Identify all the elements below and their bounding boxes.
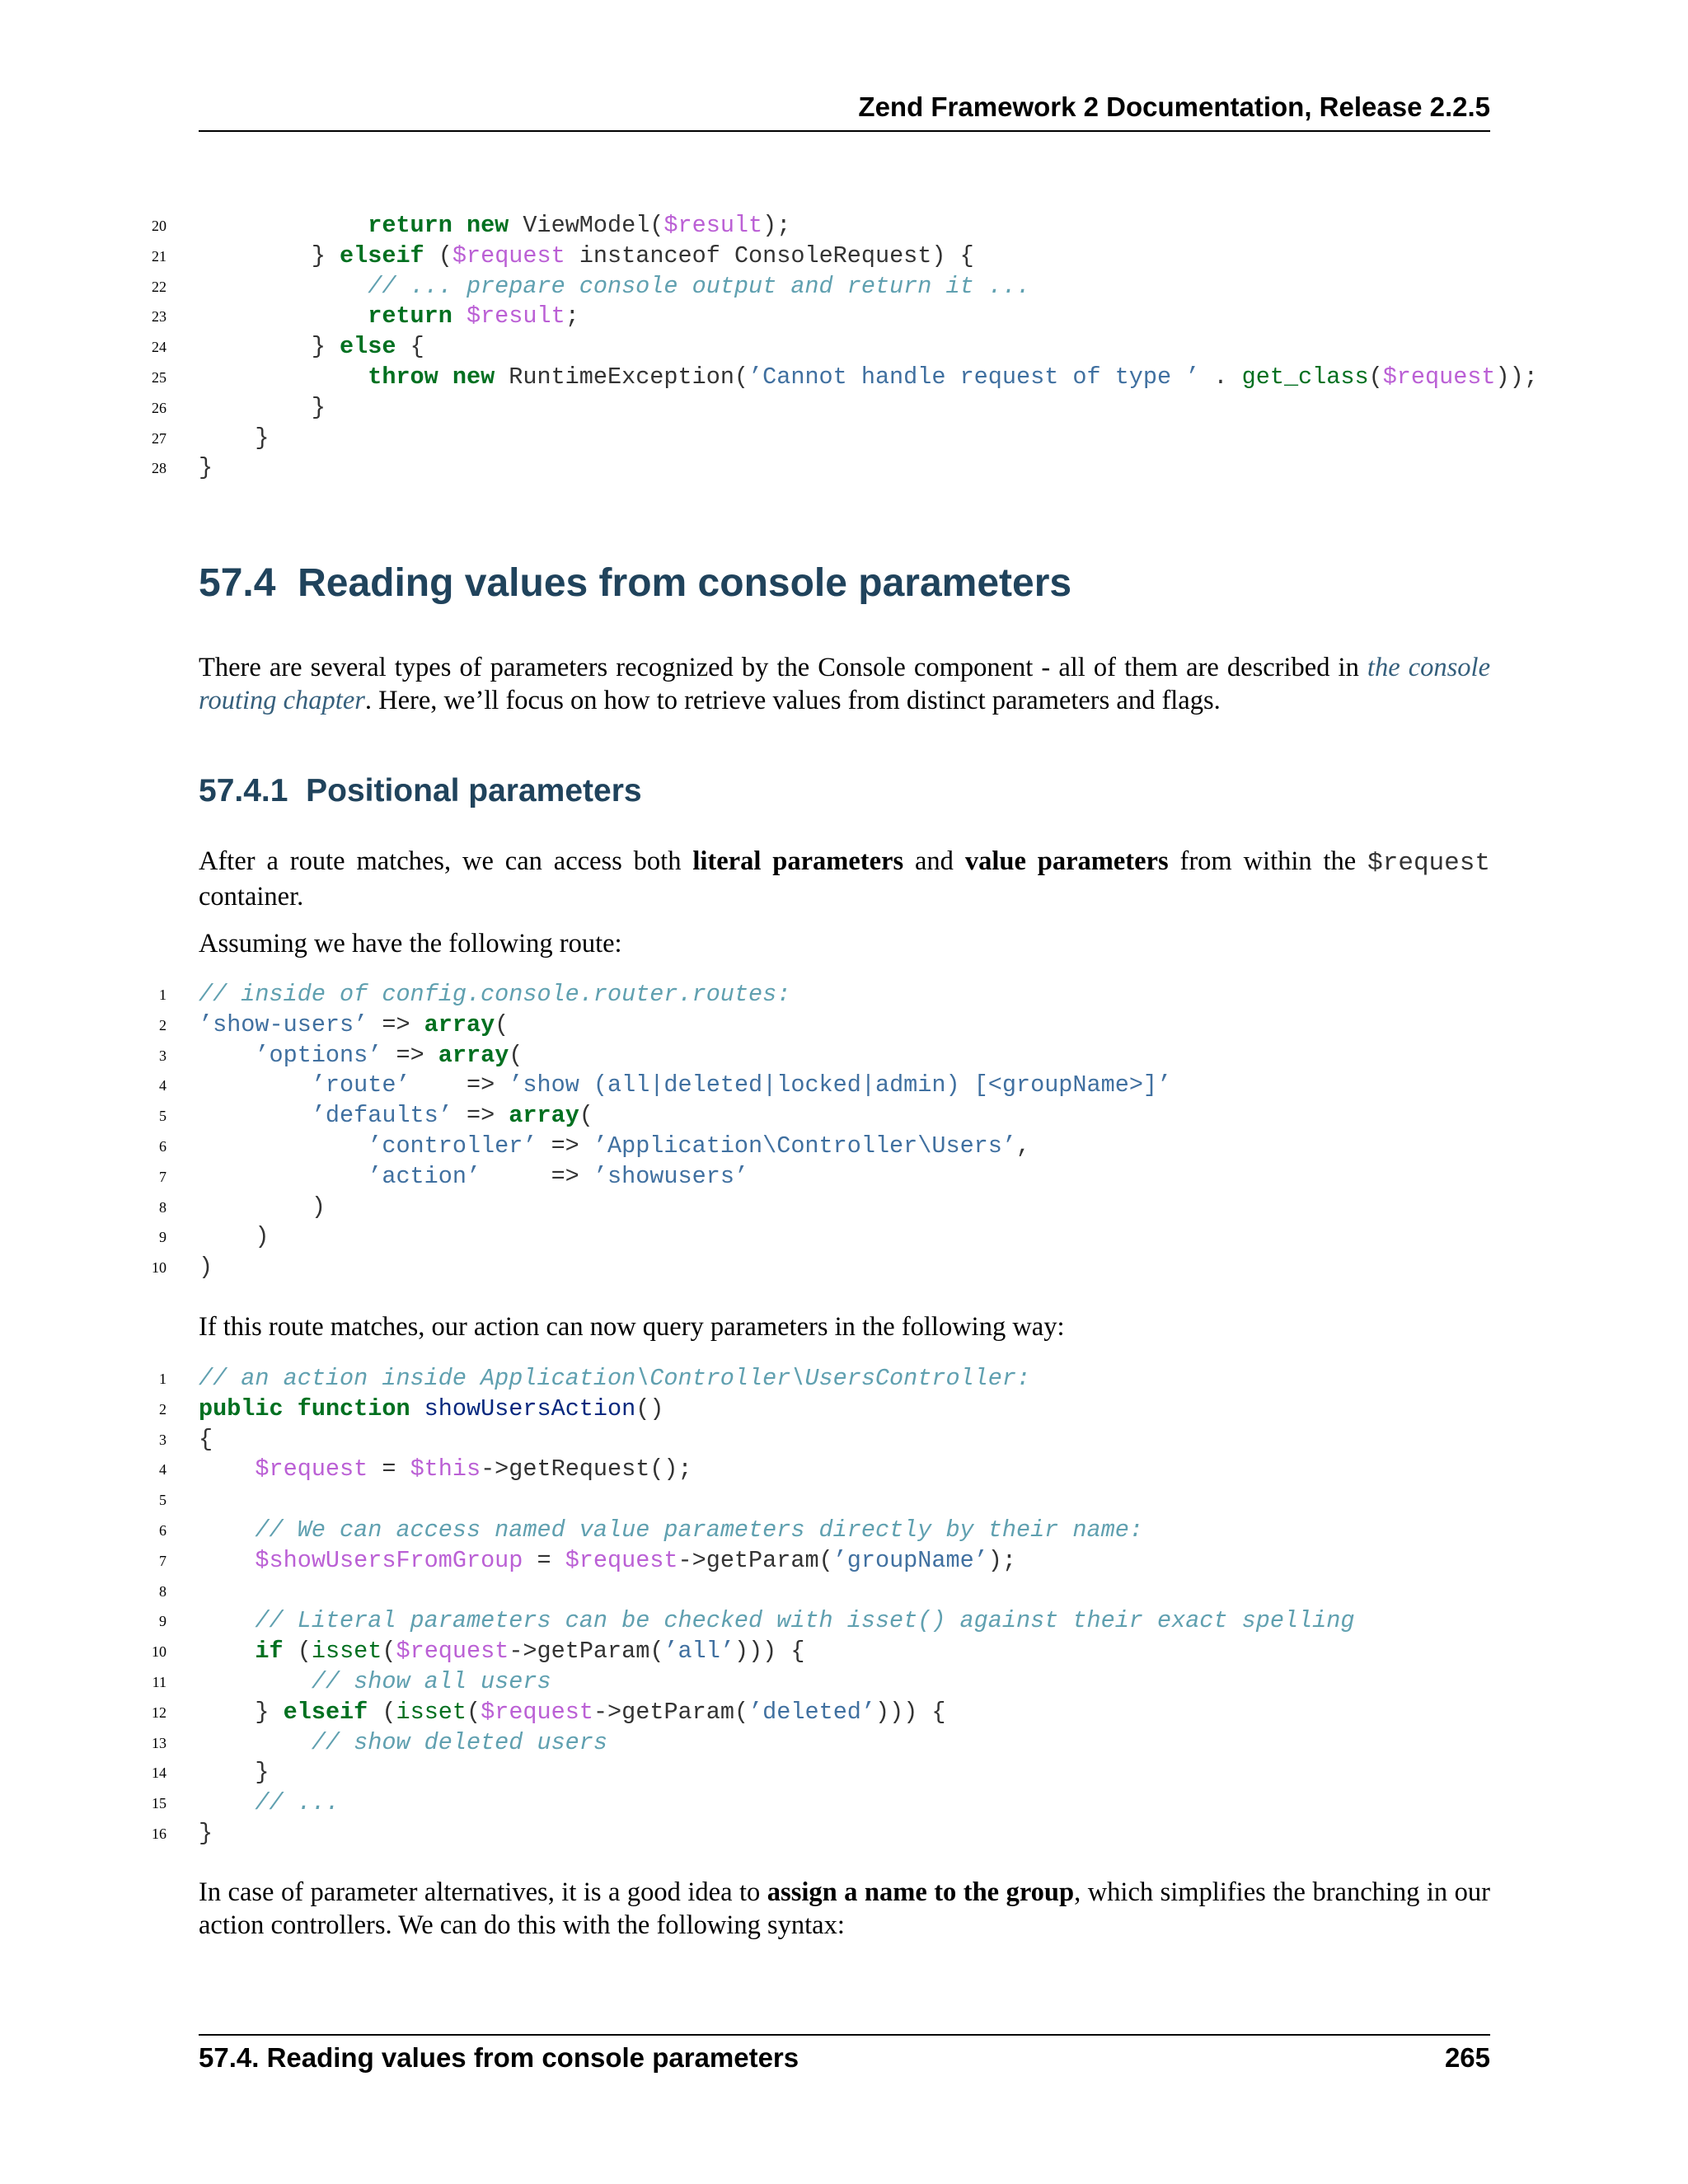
- code-token: // inside of config.console.router.routes:: [199, 981, 791, 1008]
- code-token: [284, 1395, 298, 1422]
- line-number: 24: [152, 339, 166, 356]
- code-token: ): [199, 1254, 213, 1282]
- paragraph-route-matches: If this route matches, our action can now query parameters in the following way:: [199, 1312, 1065, 1342]
- code-text: [199, 272, 1030, 302]
- code-token: ’Application\Controller\Users’: [593, 1132, 1016, 1160]
- paragraph-assuming-route: Assuming we have the following route:: [199, 929, 622, 958]
- code-token: }: [255, 1698, 284, 1726]
- code-token: ’Cannot handle request of type ’: [748, 363, 1200, 391]
- code-line: [0, 1819, 1688, 1849]
- code-line: [0, 1577, 1688, 1607]
- code-text: [199, 1606, 1354, 1637]
- code-text: [199, 1516, 1143, 1546]
- console-routing-link[interactable]: the console routing chapter: [199, 653, 1490, 715]
- code-block-1: [0, 211, 1688, 484]
- section-intro: [199, 651, 1490, 717]
- code-token: ’route’: [311, 1071, 410, 1099]
- inline-code: $request: [1367, 849, 1490, 878]
- code-line: [0, 1516, 1688, 1546]
- code-text: [199, 1546, 1016, 1577]
- code-line: [0, 272, 1688, 302]
- code-token: ’controller’: [368, 1132, 537, 1160]
- code-token: ))) {: [875, 1698, 946, 1726]
- code-token: ,: [1015, 1132, 1031, 1160]
- running-header: Zend Framework 2 Documentation, Release 2.2.5: [858, 91, 1490, 122]
- code-token: elseif: [340, 241, 424, 269]
- line-number: 22: [152, 278, 166, 295]
- code-line: [0, 241, 1688, 272]
- code-token: // an action inside Application\Controller\UsersController:: [199, 1365, 1031, 1392]
- code-line: [0, 1728, 1688, 1759]
- code-token: }: [311, 333, 340, 361]
- line-number: 3: [159, 1431, 166, 1448]
- code-text: [199, 1253, 213, 1283]
- code-line: [0, 1101, 1688, 1132]
- code-indent: [199, 1759, 255, 1786]
- code-indent: [199, 1102, 312, 1129]
- code-indent: [199, 424, 255, 452]
- code-line: [0, 363, 1688, 393]
- code-indent: [199, 273, 368, 300]
- code-line: [0, 1222, 1688, 1253]
- code-text: [199, 1071, 1171, 1101]
- header-rule: [199, 130, 1490, 132]
- code-text: [199, 302, 579, 332]
- code-line: [0, 211, 1688, 241]
- code-line: [0, 1193, 1688, 1223]
- code-line: [0, 1364, 1688, 1394]
- code-indent: [199, 1163, 368, 1190]
- code-token: =>: [382, 1041, 438, 1069]
- text: , which simplifies the branching in our action controllers. We can do this with the following syntax:: [199, 1877, 1490, 1940]
- code-block-3: [0, 1364, 1688, 1849]
- line-number: 3: [159, 1047, 166, 1064]
- code-indent: [199, 1223, 255, 1250]
- code-line: [0, 1162, 1688, 1193]
- code-indent: [199, 1729, 312, 1756]
- code-token: elseif: [283, 1698, 368, 1726]
- code-token: function: [297, 1394, 410, 1422]
- code-token: =>: [410, 1071, 509, 1099]
- code-token: =: [368, 1455, 410, 1483]
- footer-section: 57.4. Reading values from console parameters: [199, 2042, 799, 2073]
- code-indent: [199, 1638, 255, 1665]
- line-number: 25: [152, 368, 166, 386]
- code-line: [0, 1606, 1688, 1637]
- line-number: 4: [159, 1461, 166, 1479]
- code-token: }: [199, 1819, 213, 1847]
- code-token: $request: [1382, 363, 1496, 391]
- code-text: [199, 1222, 270, 1253]
- code-token: $request: [565, 1546, 678, 1574]
- code-token: }: [311, 241, 340, 269]
- code-indent: [199, 302, 368, 330]
- code-text: [199, 211, 790, 241]
- code-line: [0, 1637, 1688, 1667]
- code-indent: [199, 333, 312, 360]
- code-token: (: [1368, 363, 1383, 391]
- subsection-heading: [199, 767, 642, 815]
- code-token: ->getParam(: [509, 1638, 664, 1666]
- code-token: $request: [396, 1638, 509, 1666]
- code-token: =>: [537, 1132, 593, 1160]
- code-text: [199, 1698, 946, 1728]
- code-token: [452, 302, 467, 330]
- code-token: ): [311, 1193, 326, 1221]
- paragraph-route-match: [199, 845, 1490, 913]
- code-text: [199, 1637, 804, 1667]
- line-number: 16: [152, 1825, 166, 1842]
- line-number: 9: [159, 1229, 166, 1246]
- code-indent: [199, 394, 312, 421]
- line-number: 26: [152, 399, 166, 416]
- code-token: (: [368, 1698, 396, 1726]
- code-indent: [199, 1455, 255, 1483]
- code-token: (: [495, 1010, 509, 1038]
- code-token: {: [396, 333, 424, 361]
- code-indent: [199, 212, 368, 239]
- code-indent: [199, 1668, 312, 1695]
- code-token: ))) {: [734, 1638, 805, 1666]
- code-token: ->getParam(: [593, 1698, 749, 1726]
- code-token: showUsersAction: [424, 1394, 636, 1422]
- code-token: =: [523, 1546, 565, 1574]
- code-text: [199, 1455, 692, 1485]
- code-token: ));: [1495, 363, 1538, 391]
- code-line: [0, 1071, 1688, 1101]
- code-text: [199, 1162, 748, 1193]
- code-line: [0, 1041, 1688, 1071]
- code-token: public: [199, 1394, 284, 1422]
- code-token: $request: [255, 1455, 368, 1483]
- line-number: 7: [159, 1168, 166, 1185]
- line-number: 14: [152, 1765, 166, 1782]
- code-line: [0, 1788, 1688, 1819]
- code-line: [0, 453, 1688, 484]
- code-indent: [199, 1042, 255, 1069]
- code-text: [199, 1425, 213, 1455]
- line-number: 11: [152, 1673, 166, 1690]
- code-token: ’groupName’: [832, 1546, 988, 1574]
- code-line: [0, 980, 1688, 1010]
- code-line: [0, 1425, 1688, 1455]
- code-text: [199, 1728, 607, 1759]
- code-text: [199, 980, 790, 1010]
- code-token: $result: [466, 302, 565, 330]
- code-line: [0, 1546, 1688, 1577]
- bold-text: value parameters: [964, 846, 1169, 876]
- code-token: (: [509, 1041, 523, 1069]
- code-text: [199, 241, 974, 272]
- code-token: ): [255, 1223, 270, 1251]
- text: In case of parameter alternatives, it is a good idea to: [199, 1877, 767, 1907]
- code-text: [199, 1101, 593, 1132]
- line-number: 13: [152, 1734, 166, 1751]
- section-title: Reading values from console parameters: [298, 561, 1072, 605]
- code-token: throw: [368, 363, 438, 391]
- code-token: $showUsersFromGroup: [255, 1546, 523, 1574]
- text: container.: [199, 882, 304, 912]
- code-token: );: [762, 212, 791, 239]
- code-line: [0, 1758, 1688, 1788]
- line-number: 1: [159, 1371, 166, 1387]
- subsection-number: 57.4.1: [199, 773, 288, 808]
- code-token: $request: [452, 241, 565, 269]
- line-number: 5: [159, 1492, 166, 1509]
- line-number: 2: [159, 1016, 166, 1033]
- code-indent: [199, 1699, 255, 1726]
- text: and: [903, 846, 965, 876]
- code-token: [410, 1395, 424, 1422]
- subsection-title: Positional parameters: [306, 773, 642, 808]
- intro-text: There are several types of parameters recognized by the Console component - all of them are described in: [199, 653, 1367, 682]
- code-token: ’deleted’: [748, 1698, 876, 1726]
- code-token: =>: [452, 1102, 509, 1130]
- code-token: }: [255, 424, 270, 452]
- code-line: [0, 332, 1688, 363]
- code-line: [0, 424, 1688, 454]
- code-token: .: [1199, 363, 1242, 391]
- code-token: instanceof ConsoleRequest) {: [565, 241, 974, 269]
- code-token: (: [283, 1638, 312, 1666]
- code-token: $this: [410, 1455, 481, 1483]
- line-number: 6: [159, 1137, 166, 1155]
- code-indent: [199, 1547, 255, 1574]
- code-token: ’action’: [368, 1162, 481, 1190]
- code-line: [0, 1132, 1688, 1162]
- text: from within the: [1168, 846, 1368, 876]
- code-text: [199, 1667, 551, 1698]
- code-indent: [199, 242, 312, 269]
- code-text: [199, 332, 424, 363]
- intro-text-end: . Here, we’ll focus on how to retrieve values from distinct parameters and flags.: [364, 686, 1221, 715]
- code-line: [0, 1698, 1688, 1728]
- footer-rule: [199, 2034, 1490, 2036]
- code-text: [199, 393, 326, 424]
- line-number: 1: [159, 987, 166, 1003]
- code-token: $request: [481, 1698, 593, 1726]
- code-text: [199, 1819, 213, 1849]
- code-indent: [199, 1193, 312, 1221]
- code-token: RuntimeException(: [495, 363, 749, 391]
- code-token: {: [199, 1425, 213, 1453]
- code-text: [199, 1364, 1030, 1394]
- line-number: 2: [159, 1400, 166, 1418]
- code-line: [0, 1253, 1688, 1283]
- code-token: =>: [481, 1162, 593, 1190]
- code-indent: [199, 363, 368, 391]
- code-token: (: [579, 1102, 593, 1130]
- code-token: [438, 363, 452, 391]
- code-token: // ...: [255, 1789, 340, 1817]
- code-indent: [199, 1607, 255, 1634]
- code-token: }: [199, 454, 213, 482]
- code-token: ;: [565, 302, 579, 330]
- code-token: array: [509, 1102, 579, 1130]
- code-text: [199, 363, 1538, 393]
- code-token: return: [368, 302, 452, 330]
- paragraph-parameter-alternatives: [199, 1876, 1490, 1942]
- code-token: else: [340, 333, 396, 361]
- code-token: }: [311, 393, 326, 421]
- code-text: [199, 1788, 340, 1819]
- code-text: [199, 1394, 663, 1425]
- code-token: return: [368, 212, 452, 239]
- code-block-2: [0, 980, 1688, 1283]
- line-number: 10: [152, 1643, 166, 1661]
- line-number: 10: [152, 1259, 166, 1277]
- code-token: $result: [663, 212, 763, 239]
- code-token: array: [424, 1010, 495, 1038]
- code-line: [0, 302, 1688, 332]
- code-token: ’show (all|deleted|locked|admin) [<groupName>]’: [509, 1071, 1172, 1099]
- code-token: ’defaults’: [311, 1102, 452, 1130]
- code-text: [199, 424, 270, 454]
- code-line: [0, 1455, 1688, 1485]
- code-token: // Literal parameters can be checked with isset() against their exact spelling: [255, 1607, 1355, 1635]
- code-line: [0, 1010, 1688, 1041]
- code-token: ->getParam(: [678, 1546, 833, 1574]
- code-token: // ... prepare console output and return it ...: [368, 272, 1031, 300]
- code-token: [452, 212, 467, 239]
- line-number: 6: [159, 1521, 166, 1539]
- line-number: 21: [152, 247, 166, 265]
- code-token: isset: [311, 1638, 382, 1666]
- code-token: (: [467, 1698, 481, 1726]
- code-token: ’show-users’: [199, 1010, 368, 1038]
- code-line: [0, 1394, 1688, 1425]
- code-text: [199, 453, 213, 484]
- bold-text: literal parameters: [692, 846, 904, 876]
- line-number: 5: [159, 1108, 166, 1125]
- code-line: [0, 1667, 1688, 1698]
- line-number: 8: [159, 1582, 166, 1600]
- code-token: new: [466, 212, 509, 239]
- running-footer: [199, 2041, 1490, 2074]
- line-number: 9: [159, 1613, 166, 1630]
- code-indent: [199, 1516, 255, 1544]
- line-number: 4: [159, 1077, 166, 1094]
- code-text: [199, 1010, 509, 1041]
- section-number: 57.4: [199, 561, 276, 605]
- line-number: 15: [152, 1795, 166, 1812]
- code-token: (): [635, 1394, 664, 1422]
- code-token: );: [987, 1546, 1017, 1574]
- code-line: [0, 1485, 1688, 1516]
- code-token: =>: [368, 1010, 424, 1038]
- section-heading: [199, 554, 1071, 613]
- code-token: // show deleted users: [311, 1728, 607, 1756]
- code-token: (: [382, 1638, 396, 1666]
- code-token: ViewModel(: [509, 212, 664, 239]
- code-token: // We can access named value parameters directly by their name:: [255, 1516, 1143, 1544]
- code-token: if: [255, 1638, 284, 1666]
- line-number: 12: [152, 1704, 166, 1721]
- line-number: 28: [152, 460, 166, 477]
- line-number: 8: [159, 1198, 166, 1216]
- code-text: [199, 1193, 326, 1223]
- code-token: get_class: [1241, 363, 1369, 391]
- line-number: 20: [152, 218, 166, 234]
- line-number: 23: [152, 308, 166, 326]
- line-number: 7: [159, 1552, 166, 1569]
- code-token: (: [424, 241, 452, 269]
- code-token: array: [438, 1041, 509, 1069]
- code-token: // show all users: [311, 1667, 551, 1695]
- code-token: new: [452, 363, 495, 391]
- code-text: [199, 1041, 523, 1071]
- code-text: [199, 1758, 270, 1788]
- code-token: ’options’: [255, 1041, 382, 1069]
- code-token: ’all’: [663, 1638, 734, 1666]
- line-number: 27: [152, 429, 166, 447]
- code-text: [199, 1132, 1030, 1162]
- code-line: [0, 393, 1688, 424]
- code-token: ’showusers’: [593, 1162, 749, 1190]
- text: After a route matches, we can access both: [199, 846, 693, 876]
- code-token: isset: [396, 1698, 467, 1726]
- code-indent: [199, 1071, 312, 1099]
- code-indent: [199, 1132, 368, 1160]
- code-indent: [199, 1789, 255, 1816]
- code-token: ->getRequest();: [481, 1455, 692, 1483]
- page-number: 265: [1444, 2042, 1490, 2073]
- code-token: }: [255, 1759, 270, 1787]
- bold-text: assign a name to the group: [767, 1877, 1075, 1907]
